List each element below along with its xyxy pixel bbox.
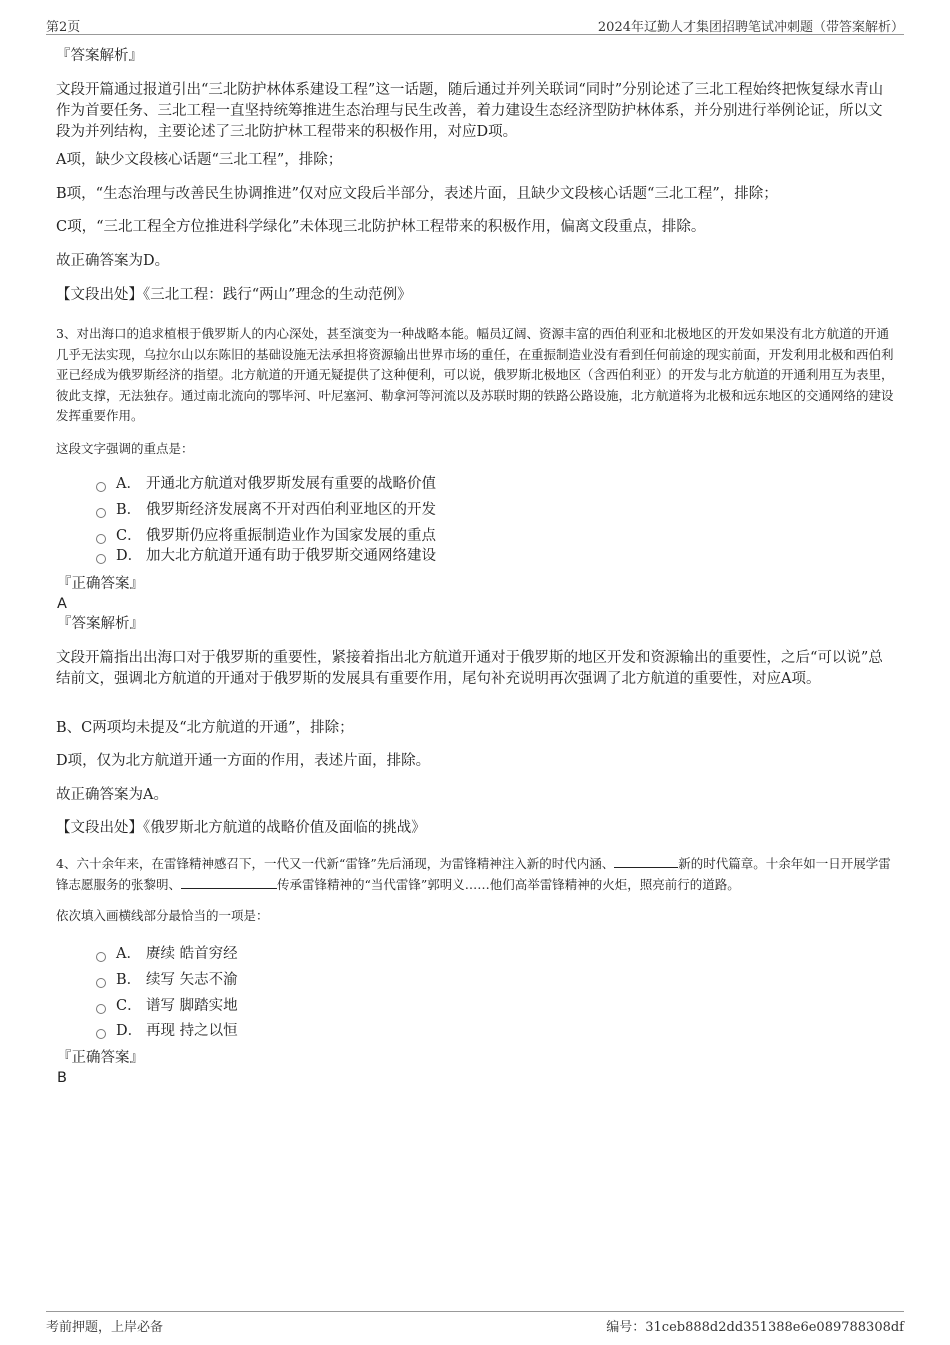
q3-stem: 3、对出海口的追求植根于俄罗斯人的内心深处，甚至演变为一种战略本能。幅员辽阔、资源丰富的西伯利亚和北极地区的开发如果没有北方航道的开通几乎无法实现，乌拉尔山以东陈旧的基础设施无法承担将资源输出世界市场的重任，在重振制造业没有看到任何前途的现实前面，开发利用北极和西伯利亚已经成为俄罗斯经济的指望。北方航道的开通无疑提供了这种便利，可以说，俄罗斯北极地区（含西伯利亚）的开发与北方航道的开通利用互为表里，彼此支撑，无法独存。通过南北流向的鄂毕河、叶尼塞河、勒拿河等河流以及苏联时期的铁路公路设施，北方航道将为北极和远东地区的交通网络的建设发挥重要作用。 — [56, 326, 894, 423]
option-text: 再现 持之以恒 — [146, 1023, 238, 1039]
q2-analysis-text: 文段开篇通过报道引出“三北防护林体系建设工程”这一话题，随后通过并列关联词“同时”分别论述了三北工程始终把恢复绿水青山作为首要任务、三北工程一直坚持统筹推进生态治理与民生改善，着力建设生态经济型防护林体系，并分别进行举例论证，所以文段为并列结构，主要论述了三北防护林工程带来的积极作用，对应D项。 — [56, 82, 884, 140]
option-letter: C． — [116, 998, 142, 1014]
option-text: 谱写 脚踏实地 — [146, 998, 238, 1014]
option-text: 俄罗斯仍应将重振制造业作为国家发展的重点 — [146, 528, 436, 544]
q3-source: 【文段出处】《俄罗斯北方航道的战略价值及面临的挑战》 — [56, 820, 426, 836]
footer-slogan: 考前押题，上岸必备 — [46, 1320, 164, 1335]
q2-analysis-label: 『答案解析』 — [56, 48, 143, 64]
q4-stem — [56, 854, 896, 895]
q4-option-d[interactable] — [96, 1021, 238, 1041]
q2-conclusion: 故正确答案为D。 — [56, 253, 170, 269]
radio-icon[interactable] — [96, 952, 106, 962]
q3-conclusion: 故正确答案为A。 — [56, 787, 168, 803]
option-text: 续写 矢志不渝 — [146, 972, 238, 988]
q4-prompt: 依次填入画横线部分最恰当的一项是： — [56, 908, 269, 923]
radio-icon[interactable] — [96, 1029, 106, 1039]
radio-icon[interactable] — [96, 554, 106, 564]
q3-option-b[interactable] — [96, 500, 436, 520]
q4-answer: B — [57, 1070, 67, 1086]
option-letter: B． — [116, 502, 142, 518]
radio-icon[interactable] — [96, 534, 106, 544]
option-text: 加大北方航道开通有助于俄罗斯交通网络建设 — [146, 548, 436, 564]
q2-source: 【文段出处】《三北工程：践行“两山”理念的生动范例》 — [56, 287, 412, 303]
q3-analysis-text: 文段开篇指出出海口对于俄罗斯的重要性，紧接着指出北方航道开通对于俄罗斯的地区开发和资源输出的重要性，之后“可以说”总结前文，强调北方航道的开通对于俄罗斯的发展具有重要作用，尾句补充说明再次强调了北方航道的重要性，对应A项。 — [56, 650, 883, 687]
document-title: 2024年辽勤人才集团招聘笔试冲刺题（带答案解析） — [597, 20, 904, 35]
page-footer — [46, 1311, 904, 1334]
q3-analysis-bc: B、C两项均未提及“北方航道的开通”，排除； — [56, 720, 354, 736]
document-id: 编号：31ceb888d2dd351388e6e089788308df — [606, 1320, 904, 1335]
option-letter: B． — [116, 972, 142, 988]
q4-answer-label: 『正确答案』 — [57, 1050, 144, 1066]
q4-stem-part1: 4、六十余年来，在雷锋精神感召下，一代又一代新“雷锋”先后涌现，为雷锋精神注入新的时代内涵、 — [56, 856, 615, 871]
option-text: 开通北方航道对俄罗斯发展有重要的战略价值 — [146, 476, 436, 492]
option-letter: C． — [116, 528, 142, 544]
q4-option-b[interactable] — [96, 970, 238, 990]
option-letter: A． — [116, 476, 141, 492]
radio-icon[interactable] — [96, 508, 106, 518]
page-number: 第2页 — [46, 20, 81, 35]
q3-analysis-d: D项，仅为北方航道开通一方面的作用，表述片面，排除。 — [56, 753, 431, 769]
q4-stem-part3: 传承雷锋精神的“当代雷锋”郭明义……他们高举雷锋精神的火炬，照亮前行的道路。 — [277, 876, 740, 892]
radio-icon[interactable] — [96, 1004, 106, 1014]
option-text: 俄罗斯经济发展离不开对西伯利亚地区的开发 — [146, 502, 436, 518]
option-letter: A． — [116, 946, 141, 962]
blank-1 — [614, 855, 678, 868]
q3-option-c[interactable] — [96, 526, 436, 546]
q4-option-c[interactable] — [96, 996, 238, 1016]
q2-analysis-b: B项，“生态治理与改善民生协调推进”仅对应文段后半部分，表述片面，且缺少文段核心话题“三北工程”，排除； — [56, 186, 778, 202]
q2-analysis-c: C项，“三北工程全方位推进科学绿化”未体现三北防护林工程带来的积极作用，偏离文段重点，排除。 — [56, 219, 706, 235]
option-text: 赓续 皓首穷经 — [146, 946, 238, 962]
q2-analysis-a: A项，缺少文段核心话题“三北工程”，排除； — [56, 152, 343, 168]
q4-option-a[interactable] — [96, 944, 238, 964]
blank-2 — [181, 876, 277, 889]
page-header — [46, 14, 904, 35]
q3-option-a[interactable] — [96, 474, 436, 494]
q3-analysis-label: 『答案解析』 — [57, 616, 144, 632]
radio-icon[interactable] — [96, 978, 106, 988]
q3-answer-label: 『正确答案』 — [57, 576, 144, 592]
q4-stem-part2: 新的时代篇章。十余年如一日开展学雷锋志愿服务的张黎明、 — [56, 856, 891, 892]
q3-answer: A — [57, 596, 67, 612]
q3-prompt: 这段文字强调的重点是： — [56, 441, 194, 456]
option-letter: D． — [116, 548, 143, 564]
radio-icon[interactable] — [96, 482, 106, 492]
option-letter: D． — [116, 1023, 143, 1039]
q3-option-d[interactable] — [96, 546, 436, 566]
